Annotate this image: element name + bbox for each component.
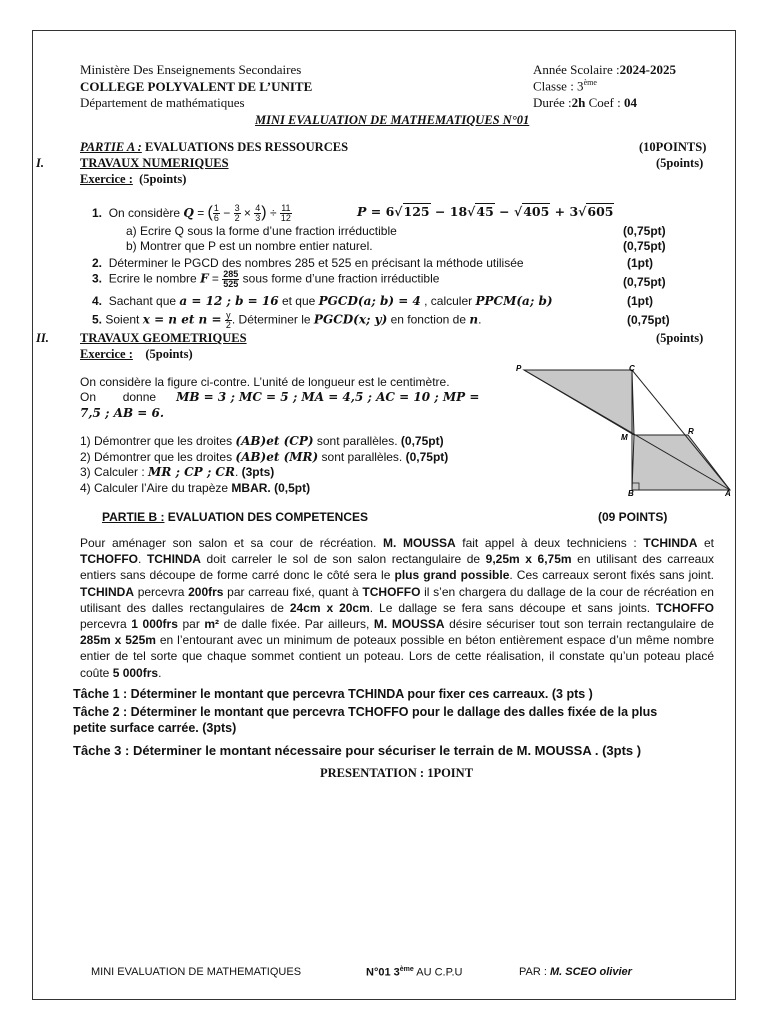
question-1a-points: (0,75pt) <box>623 224 666 238</box>
geometry-intro: On considère la figure ci-contre. L’unité de longueur est le centimètre. <box>80 375 450 389</box>
label-c: C <box>629 364 635 373</box>
section-1-number: I. <box>36 156 44 170</box>
task-3: Tâche 3 : Déterminer le montant nécessaire pour sécuriser le terrain de M. MOUSSA . (3pts ) <box>73 743 642 758</box>
part-a-heading: PARTIE A : EVALUATIONS DES RESSOURCES <box>80 140 349 154</box>
geometry-q2: 2) Démontrer que les droites (AB)et (MR) sont parallèles. (0,75pt) <box>80 450 449 464</box>
geometry-figure <box>510 362 740 498</box>
competence-statement: Pour aménager son salon et sa cour de récréation. M. MOUSSA fait appel à deux techniciens : TCHINDA et TCHOFFO. TCHINDA doit carreler le sol de son salon rectangulaire de 9,25m x 6,75m en utilisant des carreaux entiers sans découpe de forme carré donc le côté sera le plus grand possible. Ces carreaux seront fixés sans joint. TCHINDA percevra 200frs par carreau fixé, quant à TCHOFFO il s’en chargera du dallage de la cour de récréation en utilisant des dalles rectangulaires de 24cm x 20cm. Le dallage se fera sans découpe et sans joints. TCHOFFO percevra 1 000frs par m² de dalle fixée. Par ailleurs, M. MOUSSA désire sécuriser tout son terrain rectangulaire de 285m x 525m en l’entourant avec un minimum de poteaux possible en béton entièrement espace d’un même nombre entier de tel sorte que chaque sommet contient un poteau. Lors de cette réalisation, il constate qu’un poteau placé coûte 5 000frs. <box>80 536 715 680</box>
exercise-2-heading: Exercice : (5points) <box>80 347 193 361</box>
section-1-title: TRAVAUX NUMERIQUES <box>80 156 229 170</box>
task-2-line-1: Tâche 2 : Déterminer le montant que percevra TCHOFFO pour le dallage des dalles fixée de la plus <box>73 705 658 719</box>
question-2-points: (1pt) <box>627 256 653 270</box>
school-year: Année Scolaire :2024-2025 <box>533 62 676 77</box>
question-1: 1. On considère Q = ( $\frac{1}{6}$ − $\frac{3}{2}$ × $\frac{4}{3}$ ) ÷ $\frac{11}{12}$ <box>92 203 291 224</box>
label-a: A <box>725 489 731 498</box>
exam-title: MINI EVALUATION DE MATHEMATIQUES N°01 <box>255 113 530 127</box>
question-1b-points: (0,75pt) <box>623 239 666 253</box>
school-name: COLLEGE POLYVALENT DE L’UNITE <box>80 79 313 94</box>
question-3: 3. Ecrire le nombre F = $\frac{285}{525}$ sous forme d’une fraction irréductible <box>92 269 440 289</box>
question-5: 5. Soient x = n et n = $\frac{y}{2}$ . Déterminer le PGCD(x; y) en fonction de n. <box>92 310 482 330</box>
geometry-q1: 1) Démontrer que les droites (AB)et (CP) sont parallèles. (0,75pt) <box>80 434 444 448</box>
label-b: B <box>628 489 634 498</box>
question-5-points: (0,75pt) <box>627 313 670 327</box>
question-4-points: (1pt) <box>627 294 653 308</box>
question-4: 4. Sachant que a = 12 ; b = 16 et que PGCD(a; b) = 4 , calculer PPCM(a; b) <box>92 294 553 308</box>
department-name: Département de mathématiques <box>80 95 245 110</box>
part-b-heading: PARTIE B : EVALUATION DES COMPETENCES <box>102 510 369 524</box>
task-1: Tâche 1 : Déterminer le montant que percevra TCHINDA pour fixer ces carreaux. (3 pts ) <box>73 687 593 701</box>
section-2-title: TRAVAUX GEOMETRIQUES <box>80 331 247 345</box>
geometry-data: On donne MB = 3 ; MC = 5 ; MA = 4,5 ; AC = 10 ; MP = <box>80 390 480 404</box>
geometry-q4: 4) Calculer l’Aire du trapèze MBAR. (0,5pt) <box>80 481 311 495</box>
footer-author: PAR : M. SCEO olivier <box>519 966 632 978</box>
label-p: P <box>516 364 522 373</box>
section-1-points: (5points) <box>656 156 704 170</box>
section-2-number: II. <box>36 331 49 345</box>
exercise-1-heading: Exercice : (5points) <box>80 172 187 186</box>
label-m: M <box>621 433 628 442</box>
presentation-points: PRESENTATION : 1POINT <box>320 766 474 780</box>
duration-coef: Durée :2h Coef : 04 <box>533 95 637 110</box>
label-r: R <box>688 427 694 436</box>
geometry-q3: 3) Calculer : MR ; CP ; CR. (3pts) <box>80 465 275 479</box>
question-2: 2. Déterminer le PGCD des nombres 285 et 525 en précisant la méthode utilisée <box>92 256 524 270</box>
expression-p: P = 6√125 − 18√45 − √405 + 3√605 <box>357 204 614 219</box>
footer-class: N°01 3ème AU C.P.U <box>366 966 463 979</box>
class-level: Classe : 3ème <box>533 78 597 94</box>
question-1b: b) Montrer que P est un nombre entier naturel. <box>126 239 373 253</box>
footer-title: MINI EVALUATION DE MATHEMATIQUES <box>91 966 302 978</box>
question-1a: a) Ecrire Q sous la forme d’une fraction irréductible <box>126 224 397 238</box>
question-3-points: (0,75pt) <box>623 275 666 289</box>
task-2-line-2: petite surface carrée. (3pts) <box>73 721 237 735</box>
part-b-points: (09 POINTS) <box>598 510 668 524</box>
ministry-name: Ministère Des Enseignements Secondaires <box>80 62 302 77</box>
part-a-points: (10POINTS) <box>639 140 707 154</box>
geometry-data-cont: 7,5 ; AB = 6. <box>80 406 165 420</box>
section-2-points: (5points) <box>656 331 704 345</box>
